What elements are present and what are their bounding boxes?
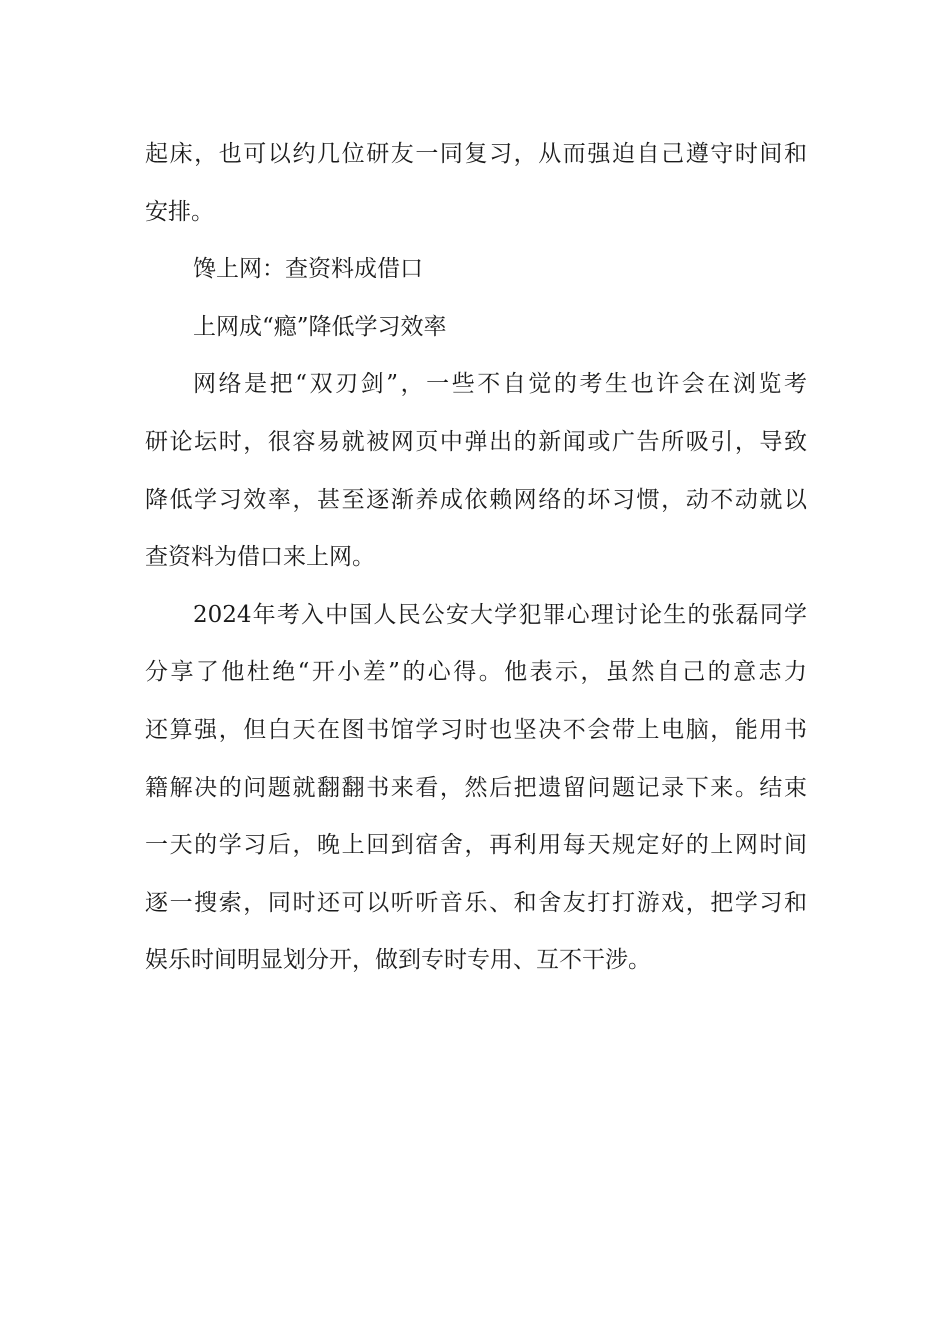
text-line: 网络是把“双刃剑”，一些不自觉的考生也许会在浏览考 (193, 371, 807, 398)
text-line: 起床，也可以约几位研友一同复习，从而强迫自己遵守时间和 (145, 141, 807, 167)
text-line: 还算强，但白天在图书馆学习时也坚决不会带上电脑，能用书 (145, 716, 807, 743)
body-text (145, 126, 807, 990)
section-subheading: 上网成“瘾”降低学习效率 (193, 313, 447, 340)
text-line: 籍解决的问题就翻翻书来看，然后把遗留问题记录下来。结束 (145, 774, 807, 801)
text-line: 降低学习效率，甚至逐渐养成依赖网络的坏习惯，动不动就以 (145, 486, 807, 513)
text-line: 分享了他杜绝“开小差”的心得。他表示，虽然自己的意志力 (145, 659, 807, 686)
section-heading: 馋上网：查资料成借口 (193, 256, 423, 283)
text-line: 2024年考入中国人民公安大学犯罪心理讨论生的张磊同学 (193, 601, 807, 628)
text-line: 一天的学习后，晚上回到宿舍，再利用每天规定好的上网时间 (145, 832, 807, 859)
text-line: 娱乐时间明显划分开，做到专时专用、互不干涉。 (145, 947, 651, 974)
text-line: 安排。 (145, 198, 214, 225)
text-line: 查资料为借口来上网。 (145, 544, 375, 571)
text-line: 逐一搜索，同时还可以听听音乐、和舍友打打游戏，把学习和 (145, 889, 807, 916)
text-line: 研论坛时，很容易就被网页中弹出的新闻或广告所吸引，导致 (145, 428, 807, 455)
